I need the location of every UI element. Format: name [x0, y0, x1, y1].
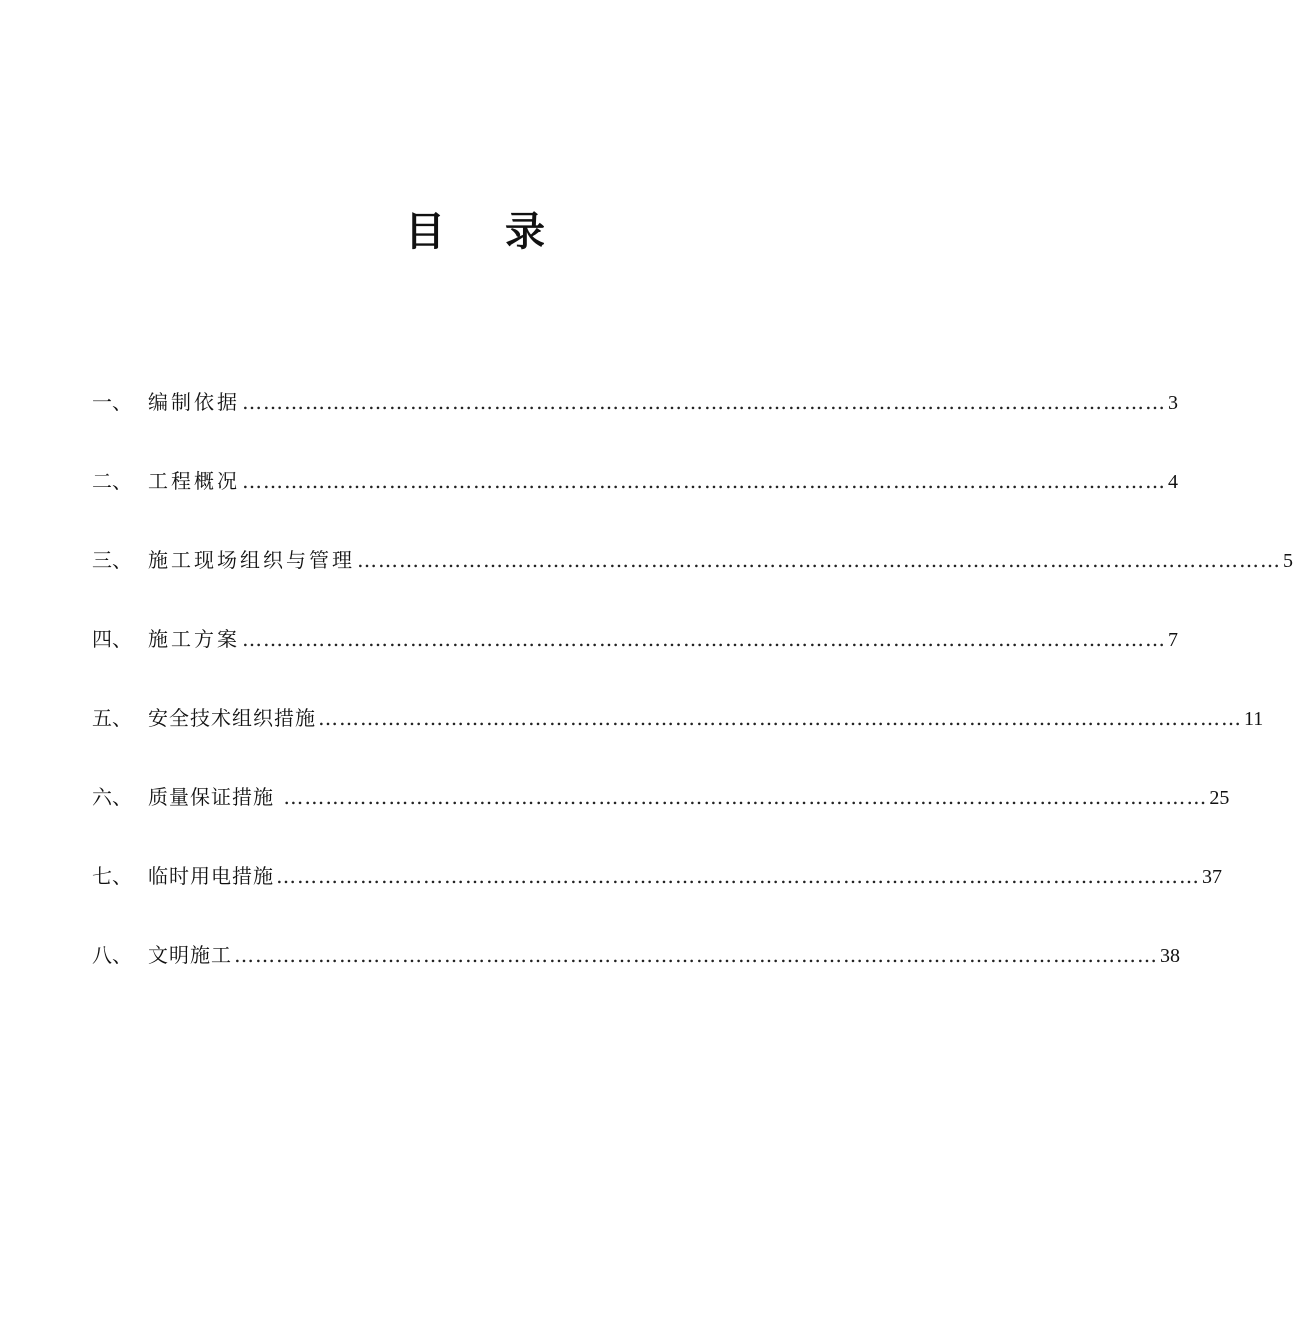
toc-dot-leader: ……………………………………………………………………………………………………………………	[318, 706, 1242, 730]
toc-entry-page: 25	[1209, 787, 1230, 809]
toc-entry-label: 施工方案	[148, 627, 240, 651]
title-char-2: 录	[505, 208, 545, 255]
toc-entry-page: 37	[1202, 866, 1222, 888]
toc-entry-page: 7	[1168, 629, 1178, 651]
toc-entry-page: 3	[1168, 392, 1178, 414]
toc-entry-label: 施工现场组织与管理	[148, 548, 355, 572]
toc-entry-number: 八、	[92, 943, 132, 967]
toc-entry[interactable]	[92, 461, 1178, 540]
toc-dot-leader: ……………………………………………………………………………………………………………………	[234, 943, 1158, 967]
toc-entry-page: 4	[1168, 471, 1178, 493]
toc-entry[interactable]	[92, 777, 1230, 856]
toc-dot-leader: ……………………………………………………………………………………………………………………	[357, 548, 1281, 572]
toc-entry-page: 5	[1283, 550, 1293, 572]
toc-entry[interactable]	[92, 856, 1222, 935]
toc-dot-leader: ……………………………………………………………………………………………………………………	[276, 864, 1200, 888]
toc-entry-number: 七、	[92, 864, 132, 888]
toc-entry-number: 一、	[92, 390, 132, 414]
page-title	[0, 200, 950, 257]
title-char-1: 目	[405, 208, 445, 255]
toc-dot-leader: ……………………………………………………………………………………………………………………	[276, 785, 1208, 809]
toc-entry-label: 工程概况	[148, 469, 240, 493]
toc-dot-leader: ……………………………………………………………………………………………………………………	[242, 390, 1166, 414]
toc-entry-number: 三、	[92, 548, 132, 572]
table-of-contents	[92, 382, 1293, 1014]
toc-entry[interactable]	[92, 540, 1293, 619]
toc-dot-leader: ……………………………………………………………………………………………………………………	[242, 469, 1166, 493]
toc-entry-number: 二、	[92, 469, 132, 493]
toc-entry-label: 文明施工	[148, 943, 232, 967]
toc-entry[interactable]	[92, 382, 1178, 461]
toc-entry[interactable]	[92, 935, 1180, 1014]
toc-entry-label: 临时用电措施	[148, 864, 274, 888]
toc-dot-leader: ……………………………………………………………………………………………………………………	[242, 627, 1166, 651]
toc-entry[interactable]	[92, 698, 1264, 777]
toc-entry-label: 质量保证措施	[148, 785, 274, 809]
toc-entry[interactable]	[92, 619, 1178, 698]
toc-entry-label: 安全技术组织措施	[148, 706, 316, 730]
toc-entry-page: 11	[1244, 708, 1264, 730]
toc-entry-number: 六、	[92, 785, 132, 809]
toc-entry-number: 四、	[92, 627, 132, 651]
toc-entry-label: 编制依据	[148, 390, 240, 414]
toc-entry-page: 38	[1160, 945, 1180, 967]
toc-entry-number: 五、	[92, 706, 132, 730]
